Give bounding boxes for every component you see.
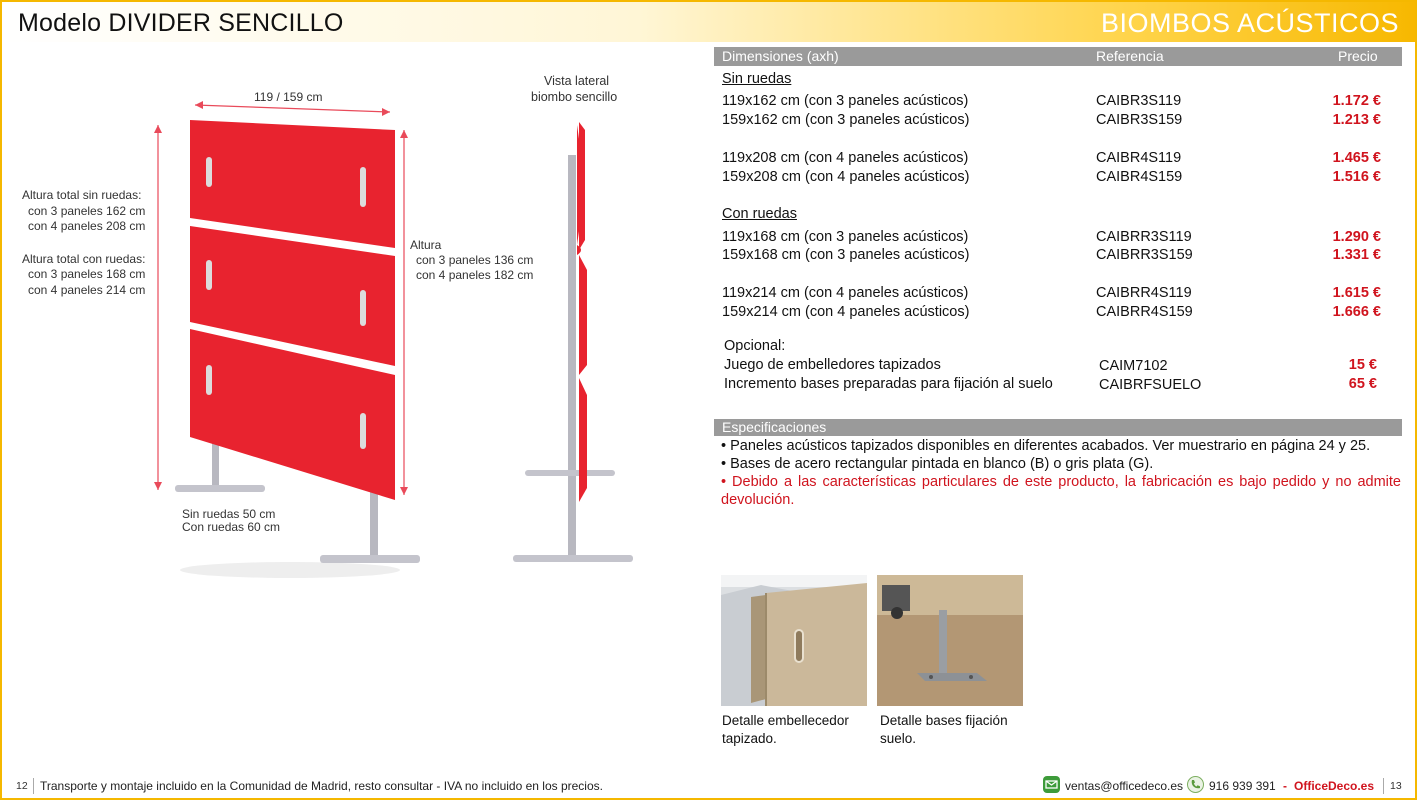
page-number-left: 12 (16, 780, 28, 792)
caption-line: Detalle bases fijación (880, 713, 1008, 728)
price-table-header (714, 47, 1402, 66)
row-price: 1.213 € (1332, 112, 1381, 128)
row-desc: 119x208 cm (con 4 paneles acústicos) (722, 150, 969, 166)
photo-upholstered-trim (721, 575, 867, 706)
base-wheels: Con ruedas 60 cm (182, 520, 281, 534)
phone-icon (1187, 776, 1204, 793)
row-desc: 159x168 cm (con 3 paneles acústicos) (722, 247, 970, 263)
side-view-label-2: biombo sencillo (531, 90, 618, 104)
page-footer (0, 772, 1417, 800)
total-height-no-wheels-4: con 4 paneles 208 cm (28, 219, 146, 233)
footer-divider (33, 778, 34, 794)
page-number-right: 13 (1390, 780, 1402, 792)
row-desc: 159x208 cm (con 4 paneles acústicos) (722, 169, 970, 185)
height-3-panels: con 3 paneles 136 cm (416, 253, 534, 267)
optional-price: 15 € (1348, 357, 1377, 373)
row-ref: CAIBR4S119 (1096, 150, 1182, 166)
side-view-label-1: Vista lateral (544, 74, 610, 88)
optional-ref: CAIM7102 (1099, 358, 1168, 374)
caption-line: tapizado. (722, 731, 777, 746)
row-price: 1.290 € (1332, 229, 1381, 245)
height-4-panels: con 4 paneles 182 cm (416, 268, 534, 282)
specs-header (714, 419, 1402, 436)
col-dimensions: Dimensiones (axh) (722, 48, 839, 64)
page-header (2, 2, 1415, 42)
row-price: 1.172 € (1332, 93, 1381, 109)
row-ref: CAIBRR4S119 (1096, 285, 1192, 301)
footer-divider (1383, 778, 1384, 794)
row-price: 1.666 € (1332, 304, 1381, 320)
optional-ref: CAIBRFSUELO (1099, 377, 1202, 393)
width-label: 119 / 159 cm (254, 90, 323, 104)
height-title: Altura (410, 238, 442, 252)
row-price: 1.516 € (1332, 169, 1381, 185)
row-ref: CAIBR4S159 (1096, 169, 1183, 185)
row-ref: CAIBRR4S159 (1096, 304, 1193, 320)
total-height-wheels-title: Altura total con ruedas: (22, 252, 146, 266)
row-desc: 119x168 cm (con 3 paneles acústicos) (722, 229, 969, 245)
total-height-wheels-3: con 3 paneles 168 cm (28, 267, 146, 281)
row-ref: CAIBR3S159 (1096, 112, 1183, 128)
divider-side-illustration (505, 110, 640, 570)
optional-desc: Juego de embelledores tapizados (724, 357, 941, 373)
row-price: 1.331 € (1332, 247, 1381, 263)
spec-bullet: • Paneles acústicos tapizados disponibles en diferentes acabados. Ver muestrario en página 24 y 25. (721, 438, 1371, 454)
row-ref: CAIBR3S119 (1096, 93, 1182, 109)
page-title: Modelo DIVIDER SENCILLO (18, 9, 344, 37)
row-ref: CAIBRR3S119 (1096, 229, 1192, 245)
spec-bullet-warning: • Debido a las características particulares de este producto, la fabricación es bajo pedido y no admite devolución. (721, 474, 1401, 508)
photo-caption-1 (722, 712, 849, 748)
photo-floor-base (877, 575, 1023, 706)
caption-line: Detalle embellecedor (722, 713, 849, 728)
caption-line: suelo. (880, 731, 917, 746)
specs-title: Especificaciones (722, 419, 827, 435)
email-icon (1043, 776, 1060, 793)
optional-desc: Incremento bases preparadas para fijación al suelo (724, 376, 1053, 392)
row-desc: 159x162 cm (con 3 paneles acústicos) (722, 112, 970, 128)
optional-price: 65 € (1348, 376, 1377, 392)
section-no-wheels: Sin ruedas (722, 71, 792, 87)
row-desc: 119x162 cm (con 3 paneles acústicos) (722, 93, 969, 109)
footer-phone[interactable]: 916 939 391 (1209, 779, 1276, 793)
row-ref: CAIBRR3S159 (1096, 247, 1193, 263)
footer-note: Transporte y montaje incluido en la Comunidad de Madrid, resto consultar - IVA no incluido en los precios. (40, 779, 603, 793)
col-price: Precio (1338, 48, 1378, 64)
row-price: 1.615 € (1332, 285, 1381, 301)
base-no-wheels: Sin ruedas 50 cm (182, 507, 276, 521)
section-wheels: Con ruedas (722, 206, 797, 222)
photo-caption-2 (880, 712, 1008, 748)
optional-label: Opcional: (724, 338, 786, 354)
col-reference: Referencia (1096, 48, 1164, 64)
footer-dash: - (1283, 779, 1287, 793)
spec-bullet: • Bases de acero rectangular pintada en blanco (B) o gris plata (G). (721, 456, 1154, 472)
footer-email[interactable]: ventas@officedeco.es (1065, 779, 1184, 793)
row-desc: 119x214 cm (con 4 paneles acústicos) (722, 285, 969, 301)
category-title: BIOMBOS ACÚSTICOS (1100, 8, 1399, 38)
row-desc: 159x214 cm (con 4 paneles acústicos) (722, 304, 970, 320)
total-height-wheels-4: con 4 paneles 214 cm (28, 283, 146, 297)
total-height-no-wheels-title: Altura total sin ruedas: (22, 188, 142, 202)
footer-brand[interactable]: OfficeDeco.es (1294, 779, 1375, 793)
row-price: 1.465 € (1332, 150, 1381, 166)
total-height-no-wheels-3: con 3 paneles 162 cm (28, 204, 146, 218)
